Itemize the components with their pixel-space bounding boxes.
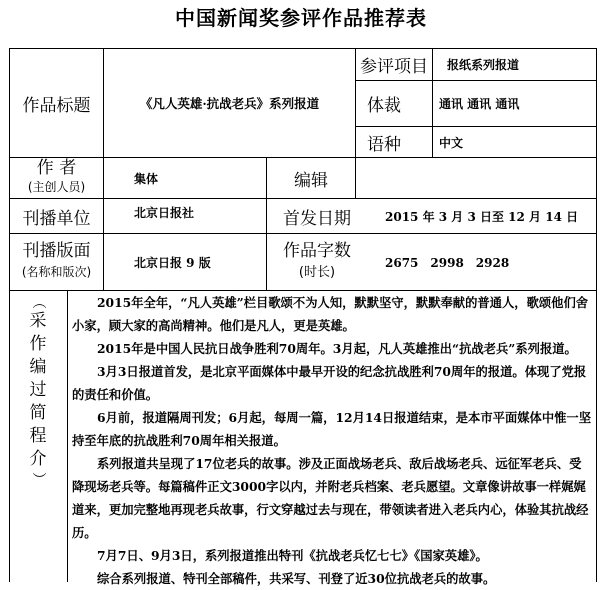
work-title-value: 《凡人英雄·抗战老兵》系列报道: [139, 96, 320, 111]
category-label: 参评项目: [360, 57, 428, 77]
wordcount-sublabel: (时长): [298, 265, 336, 280]
paragraph: 综合系列报道、特刊全部稿件，共采写、刊登了近30位抗战老兵的故事。: [97, 571, 496, 586]
process-label-char: 介: [29, 448, 47, 469]
author-label: 作 者: [36, 158, 77, 178]
paren-open: （: [30, 294, 46, 309]
edition-label-cell: [10, 234, 103, 290]
process-description: [72, 291, 592, 590]
first-date-value: 2015 年 3 月 3 日至 12 月 14 日: [385, 209, 579, 224]
page-title: 中国新闻奖参评作品推荐表: [175, 6, 427, 30]
process-label: [9, 294, 67, 486]
process-label-char: 过: [29, 379, 47, 400]
author-value: 集体: [134, 171, 159, 186]
editor-value: [356, 158, 596, 198]
author-sublabel: (主创人员): [27, 180, 86, 194]
paren-close: ）: [30, 471, 46, 486]
language-label: 语种: [367, 134, 401, 155]
work-title-label: 作品标题: [22, 95, 91, 116]
genre-value: 通讯 通讯 通讯: [439, 97, 520, 111]
category-value: 报纸系列报道: [447, 58, 520, 72]
process-label-char: 简: [29, 402, 47, 423]
process-label-char: 作: [29, 333, 47, 354]
paragraph: 2015年全年，“凡人英雄”栏目歌颂不为人知，默默坚守，默默奉献的普通人，歌颂他们舍小家，顾大家的高尚精神。他们是凡人，更是英雄。: [72, 295, 589, 333]
paragraph: 7月7日、9月3日，系列报道推出特刊《抗战老兵忆七七》《国家英雄》。: [97, 548, 488, 563]
first-date-label: 首发日期: [283, 208, 351, 229]
paragraph: 3月3日报道首发，是北京平面媒体中最早开设的纪念抗战胜利70周年的报道。体现了党报的责任和价值。: [72, 364, 587, 402]
wordcount-value: 2675 2998 2928: [385, 255, 510, 270]
author-label-cell: [10, 158, 103, 198]
process-label-char: 程: [29, 425, 47, 446]
wordcount-label-cell: [267, 234, 367, 290]
genre-label: 体裁: [367, 96, 401, 116]
edition-value: 北京日报 9 版: [134, 255, 211, 270]
edition-sublabel: (名称和版次): [21, 265, 92, 279]
language-value: 中文: [439, 135, 464, 150]
edition-label: 刊播版面: [22, 241, 91, 261]
process-label-char: 采: [29, 310, 47, 331]
process-label-char: 编: [29, 356, 47, 377]
editor-label: 编辑: [294, 170, 328, 191]
wordcount-label: 作品字数: [283, 241, 351, 261]
paragraph: 6月前，报道隔周刊发；6月起，每周一篇，12月14日报道结束，是本市平面媒体中惟一坚持至年底的抗战胜利70周年相关报道。: [72, 410, 592, 448]
paragraph: 系列报道共呈现了17位老兵的故事。涉及正面战场老兵、敌后战场老兵、远征军老兵、受降现场老兵等。每篇稿件正文3000字以内，并附老兵档案、老兵愿望。文章像讲故事一样娓娓道来，更加完整地再现老兵故事，行文穿越过去与现在，带领读者进入老兵内心，体验其抗战经历。: [72, 456, 589, 540]
publisher-label: 刊播单位: [22, 208, 91, 229]
paragraph: 2015年是中国人民抗日战争胜利70周年。3月起，凡人英雄推出“抗战老兵”系列报道。: [97, 341, 577, 356]
divider: [67, 290, 68, 582]
publisher-value: 北京日报社: [134, 206, 195, 220]
